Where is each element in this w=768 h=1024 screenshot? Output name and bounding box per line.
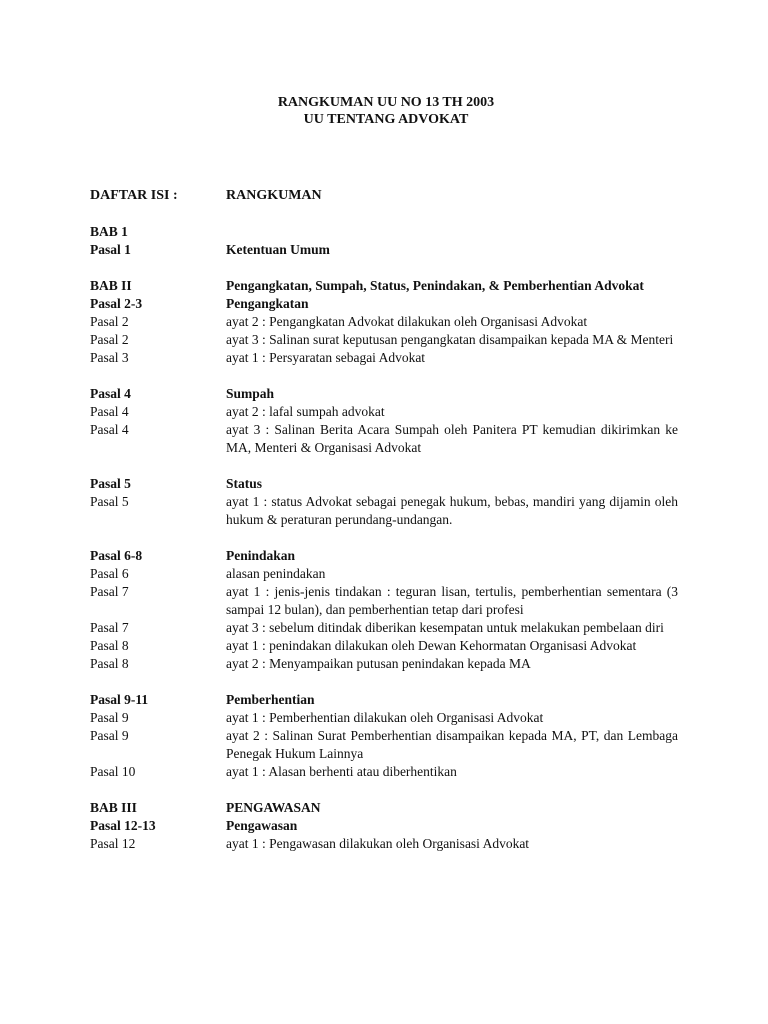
toc-row-article: Pasal 8 <box>90 638 129 653</box>
toc-row-article: Pasal 6 <box>90 566 129 581</box>
toc-header <box>90 187 678 205</box>
toc-row-article: Pasal 4 <box>90 386 131 401</box>
toc-row-article: BAB III <box>90 800 137 815</box>
toc-row-article: Pasal 5 <box>90 494 129 509</box>
toc-header-right: RANGKUMAN <box>226 188 322 203</box>
toc-row-summary: ayat 1 : penindakan dilakukan oleh Dewan Kehormatan Organisasi Advokat <box>226 638 637 653</box>
toc-row-article: Pasal 3 <box>90 350 129 365</box>
toc-row-article: Pasal 2-3 <box>90 296 143 311</box>
toc-row-article: Pasal 9 <box>90 710 129 725</box>
section-gap <box>90 259 678 277</box>
title-line-1: RANGKUMAN UU NO 13 TH 2003 <box>277 95 495 110</box>
section-gap <box>90 673 678 691</box>
toc-row-article: Pasal 7 <box>90 584 129 599</box>
toc-row-summary: Sumpah <box>226 386 275 401</box>
toc-row <box>90 403 678 421</box>
toc-row <box>90 565 678 583</box>
toc-row-summary: alasan penindakan <box>226 566 326 581</box>
toc-row <box>90 619 678 637</box>
toc-row-summary: Pengawasan <box>226 818 298 833</box>
toc-row <box>90 655 678 673</box>
toc-row <box>90 313 678 331</box>
toc-row-article: Pasal 1 <box>90 242 131 257</box>
toc-row-article: Pasal 7 <box>90 620 129 635</box>
document-page <box>90 94 678 853</box>
toc-row-article: BAB 1 <box>90 224 128 239</box>
toc-row <box>90 349 678 367</box>
toc-row-summary: ayat 1 : Pemberhentian dilakukan oleh Organisasi Advokat <box>226 710 544 725</box>
toc-row-summary: ayat 1 : status Advokat sebagai penegak hukum, bebas, mandiri yang dijamin oleh hukum & peraturan perundang-undangan. <box>226 494 678 527</box>
toc-row-article: Pasal 10 <box>90 764 136 779</box>
toc-row-article: Pasal 4 <box>90 404 129 419</box>
toc-row-article: BAB II <box>90 278 132 293</box>
toc-row <box>90 295 678 313</box>
toc-row-article: Pasal 9-11 <box>90 692 149 707</box>
toc-section <box>90 223 678 259</box>
toc-row-summary: PENGAWASAN <box>226 800 321 815</box>
toc-row-summary: ayat 1 : Persyaratan sebagai Advokat <box>226 350 426 365</box>
section-gap <box>90 457 678 475</box>
toc-row-summary: ayat 3 : Salinan surat keputusan pengangkatan disampaikan kepada MA & Menteri <box>226 332 674 347</box>
toc-section <box>90 475 678 529</box>
toc-header-left: DAFTAR ISI : <box>90 188 178 203</box>
toc-row <box>90 241 678 259</box>
toc-row <box>90 835 678 853</box>
toc-row <box>90 223 678 241</box>
toc-row <box>90 547 678 565</box>
toc-row-summary: Pengangkatan, Sumpah, Status, Penindakan, & Pemberhentian Advokat <box>226 278 644 293</box>
section-gap <box>90 367 678 385</box>
toc-row-summary: ayat 2 : Pengangkatan Advokat dilakukan oleh Organisasi Advokat <box>226 314 588 329</box>
toc-row-article: Pasal 4 <box>90 422 129 437</box>
toc-section <box>90 385 678 457</box>
toc-section <box>90 277 678 367</box>
toc-row-summary: Ketentuan Umum <box>226 242 330 257</box>
toc-row-article: Pasal 9 <box>90 728 129 743</box>
toc-row-article: Pasal 12 <box>90 836 136 851</box>
toc-row-summary: ayat 2 : Menyampaikan putusan penindakan kepada MA <box>226 656 531 671</box>
toc-row-summary: ayat 1 : jenis-jenis tindakan : teguran lisan, tertulis, pemberhentian sementara (3 sampai 12 bulan), dan pemberhentian tetap dari profesi <box>226 584 678 617</box>
toc-section <box>90 691 678 781</box>
toc-row-summary: ayat 3 : sebelum ditindak diberikan kesempatan untuk melakukan pembelaan diri <box>226 620 664 635</box>
toc-row <box>90 331 678 349</box>
toc-row-article: Pasal 2 <box>90 332 129 347</box>
toc-row-summary: Penindakan <box>226 548 296 563</box>
toc-section <box>90 547 678 673</box>
toc-row <box>90 727 678 763</box>
toc-row-summary: ayat 1 : Pengawasan dilakukan oleh Organisasi Advokat <box>226 836 530 851</box>
toc-row-article: Pasal 5 <box>90 476 131 491</box>
section-gap <box>90 529 678 547</box>
toc-row-summary: ayat 1 : Alasan berhenti atau diberhentikan <box>226 764 457 779</box>
toc-row <box>90 817 678 835</box>
toc-row-summary: Status <box>226 476 263 491</box>
section-gap <box>90 781 678 799</box>
title-line-2: UU TENTANG ADVOKAT <box>303 112 469 127</box>
toc-row-article: Pasal 8 <box>90 656 129 671</box>
toc-row-summary: ayat 2 : lafal sumpah advokat <box>226 404 385 419</box>
toc-row-summary: ayat 3 : Salinan Berita Acara Sumpah oleh Panitera PT kemudian dikirimkan ke MA, Menteri & Organisasi Advokat <box>226 422 678 455</box>
toc-row-article: Pasal 12-13 <box>90 818 156 833</box>
toc-row-article: Pasal 2 <box>90 314 129 329</box>
toc-row <box>90 637 678 655</box>
toc-row <box>90 421 678 457</box>
toc-row <box>90 583 678 619</box>
toc-row-summary: Pengangkatan <box>226 296 309 311</box>
toc-sections <box>90 223 678 853</box>
toc-row <box>90 691 678 709</box>
toc-row <box>90 763 678 781</box>
toc-row <box>90 475 678 493</box>
toc-row <box>90 799 678 817</box>
toc-row <box>90 277 678 295</box>
toc-row <box>90 709 678 727</box>
toc-row-summary: Pemberhentian <box>226 692 315 707</box>
toc-row <box>90 493 678 529</box>
document-title <box>90 94 678 128</box>
toc-row-article: Pasal 6-8 <box>90 548 143 563</box>
toc-row <box>90 385 678 403</box>
toc-row-summary: ayat 2 : Salinan Surat Pemberhentian disampaikan kepada MA, PT, dan Lembaga Penegak Hukum Lainnya <box>226 728 678 761</box>
toc-section <box>90 799 678 853</box>
